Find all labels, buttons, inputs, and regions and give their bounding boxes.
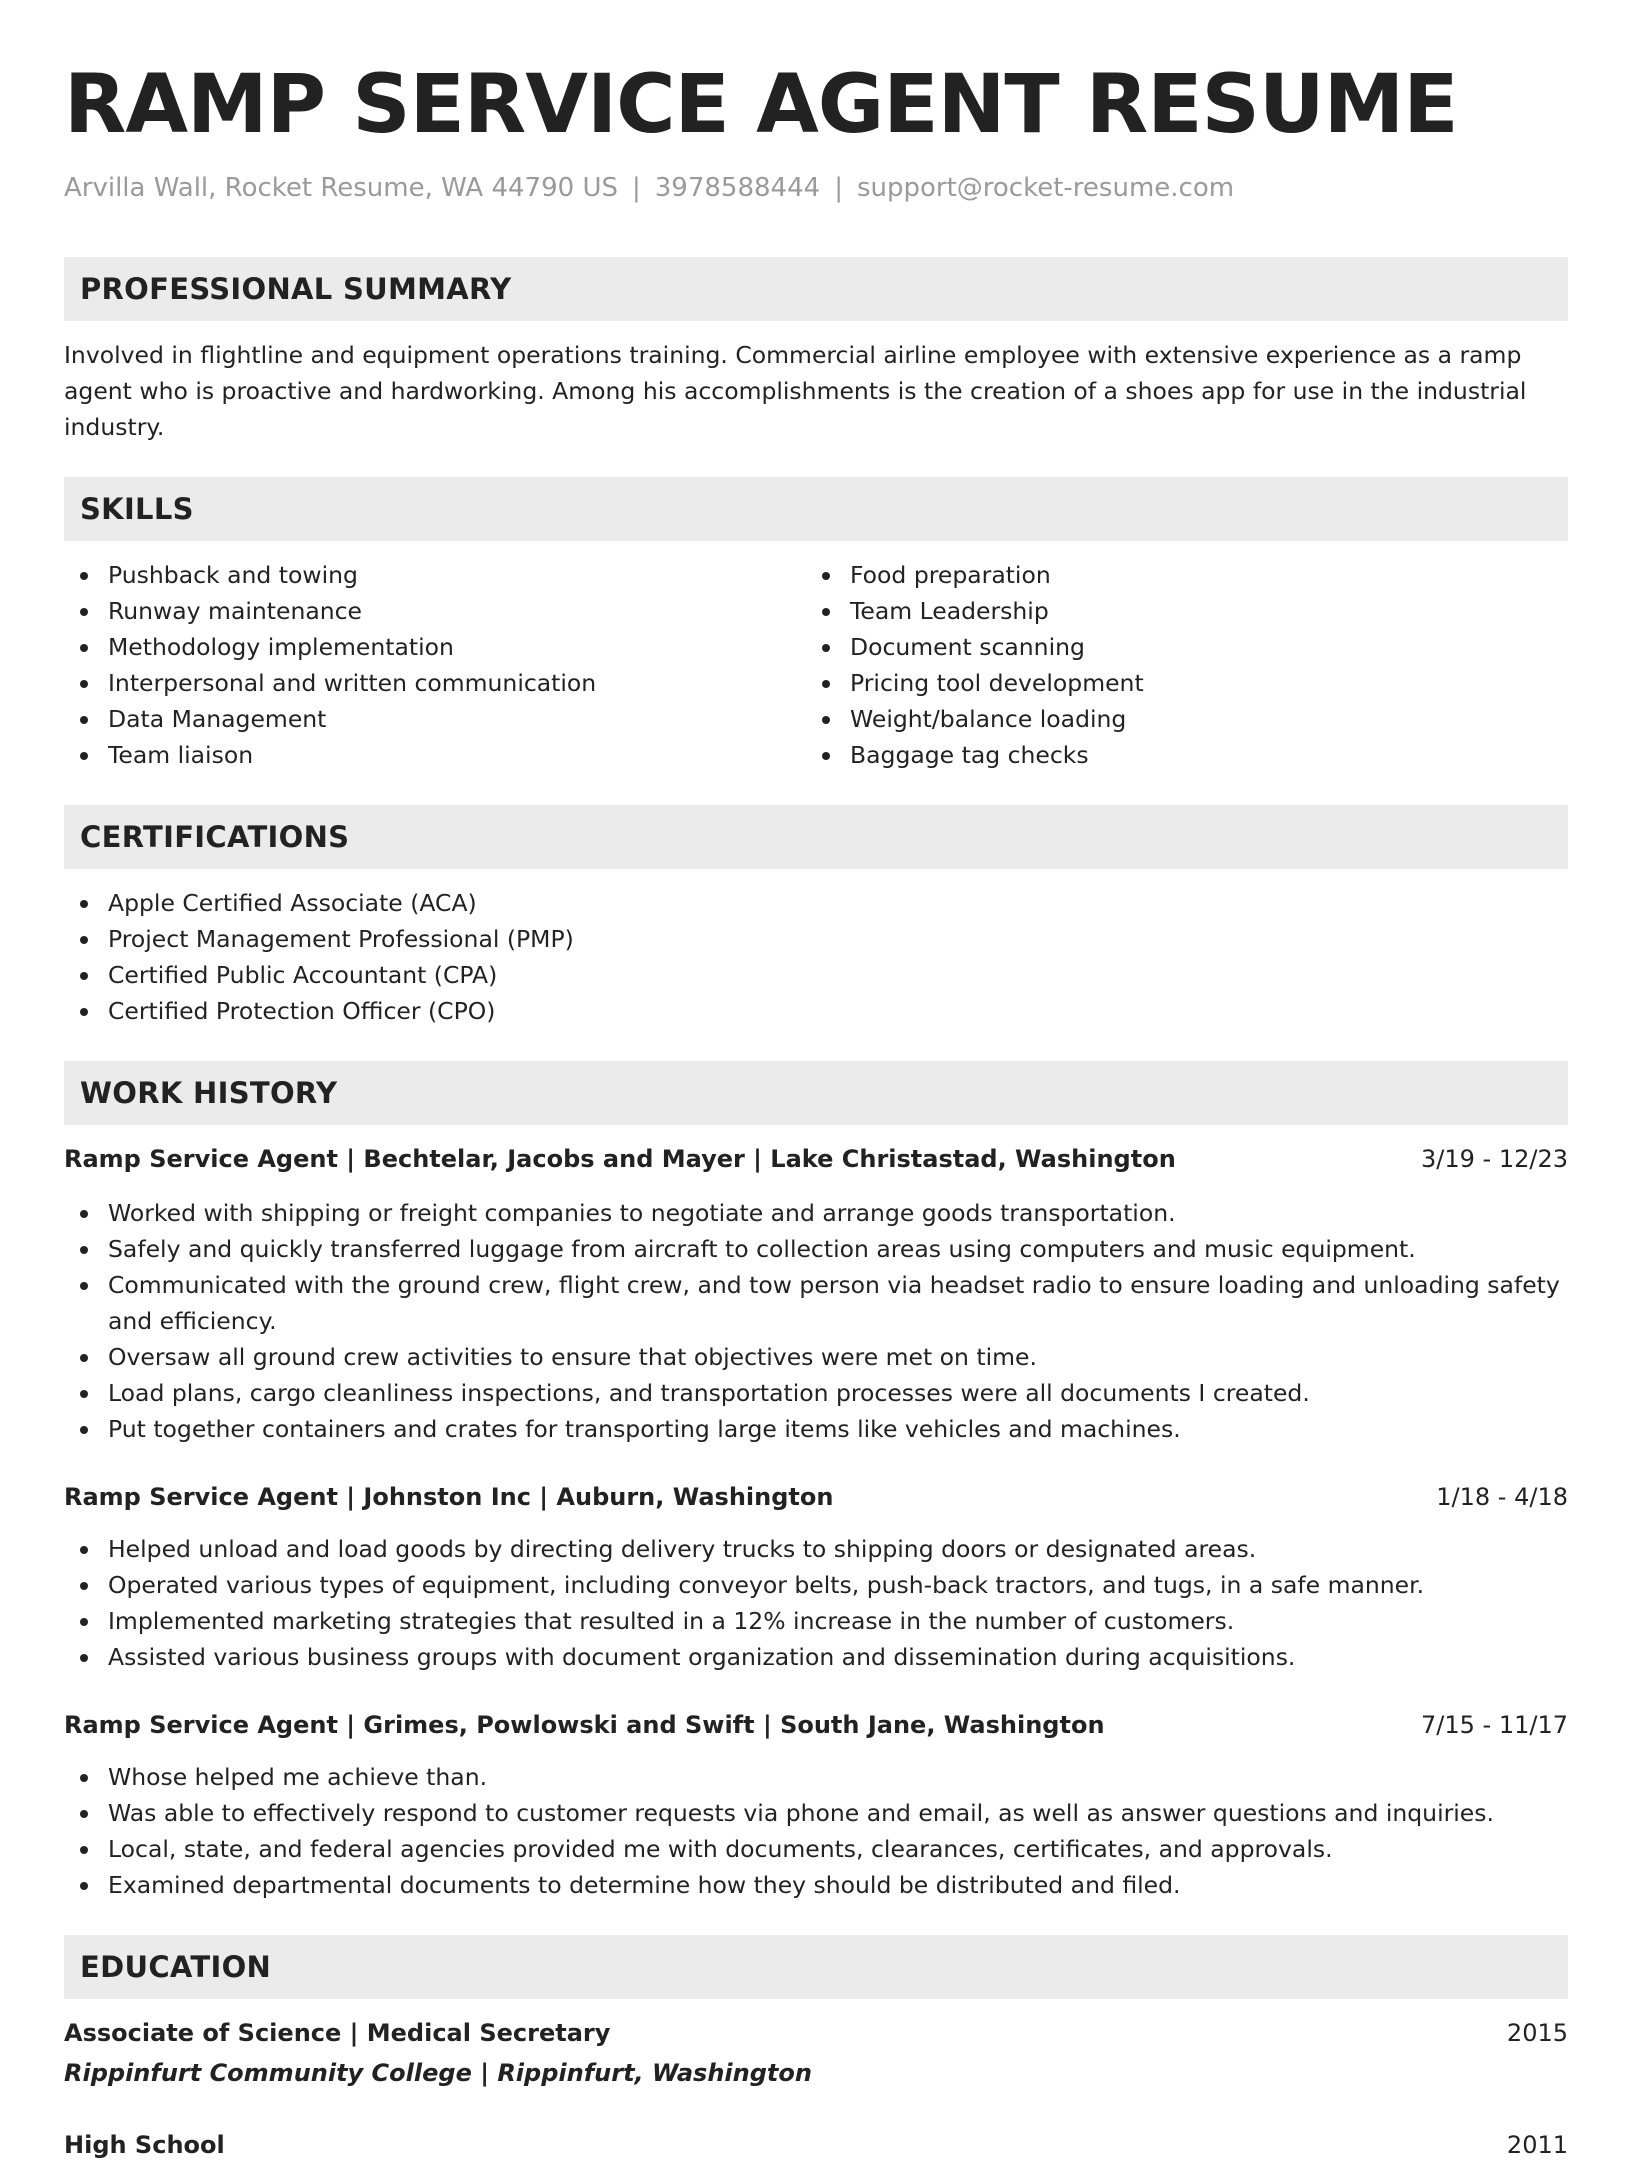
contact-line	[64, 170, 1568, 206]
resume-page	[64, 0, 1568, 2163]
job-bullet: Assisted various business groups with document organization and dissemination during acquisitions.	[64, 1639, 1568, 1675]
job-header	[64, 1707, 1568, 1743]
job-entry	[64, 1479, 1568, 1675]
skill-item: Team liaison	[64, 737, 806, 773]
education-degree: High School	[64, 2131, 225, 2159]
job-bullet: Load plans, cargo cleanliness inspections, and transportation processes were all documents I created.	[64, 1375, 1568, 1411]
job-dates: 7/15 - 11/17	[1421, 1711, 1568, 1739]
skill-item: Team Leadership	[806, 593, 1548, 629]
job-bullet: Communicated with the ground crew, flight crew, and tow person via headset radio to ensure loading and unloading safety and efficiency.	[64, 1267, 1568, 1339]
certification-item: Project Management Professional (PMP)	[64, 921, 1568, 957]
skill-item: Pricing tool development	[806, 665, 1548, 701]
job-bullet: Examined departmental documents to determine how they should be distributed and filed.	[64, 1867, 1568, 1903]
job-header	[64, 1479, 1568, 1515]
job-bullets	[64, 1195, 1568, 1447]
contact-separator: |	[834, 173, 843, 203]
job-bullets	[64, 1759, 1568, 1903]
skills-section	[64, 477, 1568, 773]
job-title: Ramp Service Agent | Grimes, Powlowski and Swift | South Jane, Washington	[64, 1711, 1105, 1739]
education-degree: Associate of Science | Medical Secretary	[64, 2019, 611, 2047]
job-bullet: Put together containers and crates for transporting large items like vehicles and machines.	[64, 1411, 1568, 1447]
certification-item: Certified Protection Officer (CPO)	[64, 993, 1568, 1029]
education-year: 2015	[1506, 2019, 1568, 2047]
education-header	[64, 2127, 1568, 2163]
contact-email: support@rocket-resume.com	[856, 173, 1235, 203]
job-entry	[64, 1141, 1568, 1447]
education-header	[64, 2015, 1568, 2051]
job-header	[64, 1141, 1568, 1177]
skill-item: Data Management	[64, 701, 806, 737]
skills-list-right	[806, 557, 1548, 773]
job-dates: 1/18 - 4/18	[1436, 1483, 1568, 1511]
certification-item: Certified Public Accountant (CPA)	[64, 957, 1568, 993]
skill-item: Document scanning	[806, 629, 1548, 665]
job-bullet: Local, state, and federal agencies provided me with documents, clearances, certificates, and approvals.	[64, 1831, 1568, 1867]
skills-columns	[64, 557, 1568, 773]
contact-phone: 3978588444	[654, 173, 821, 203]
job-bullet: Helped unload and load goods by directing delivery trucks to shipping doors or designated areas.	[64, 1531, 1568, 1567]
certification-item: Apple Certified Associate (ACA)	[64, 885, 1568, 921]
job-bullet: Worked with shipping or freight companies to negotiate and arrange goods transportation.	[64, 1195, 1568, 1231]
summary-heading: PROFESSIONAL SUMMARY	[64, 257, 1568, 321]
job-dates: 3/19 - 12/23	[1421, 1145, 1568, 1173]
summary-text: Involved in flightline and equipment operations training. Commercial airline employee with extensive experience as a ramp agent who is proactive and hardworking. Among his accomplishments is the creation of a shoes app for use in the industrial industry.	[64, 341, 1527, 441]
skill-item: Interpersonal and written communication	[64, 665, 806, 701]
certifications-list	[64, 885, 1568, 1029]
skill-item: Weight/balance loading	[806, 701, 1548, 737]
education-school: Rippinfurt Community College | Rippinfurt, Washington	[64, 2059, 812, 2087]
skill-item: Pushback and towing	[64, 557, 806, 593]
education-entry	[64, 2015, 1568, 2091]
work-history-section	[64, 1061, 1568, 1903]
education-section	[64, 1935, 1568, 2163]
education-year: 2011	[1506, 2131, 1568, 2159]
skills-heading: SKILLS	[64, 477, 1568, 541]
certifications-heading: CERTIFICATIONS	[64, 805, 1568, 869]
skill-item: Runway maintenance	[64, 593, 806, 629]
job-bullet: Whose helped me achieve than.	[64, 1759, 1568, 1795]
job-bullets	[64, 1531, 1568, 1675]
education-heading: EDUCATION	[64, 1935, 1568, 1999]
work-history-heading: WORK HISTORY	[64, 1061, 1568, 1125]
job-title: Ramp Service Agent | Bechtelar, Jacobs and Mayer | Lake Christastad, Washington	[64, 1145, 1176, 1173]
job-bullet: Implemented marketing strategies that resulted in a 12% increase in the number of customers.	[64, 1603, 1568, 1639]
summary-section	[64, 257, 1568, 445]
skill-item: Baggage tag checks	[806, 737, 1548, 773]
job-bullet: Operated various types of equipment, including conveyor belts, push-back tractors, and tugs, in a safe manner.	[64, 1567, 1568, 1603]
job-bullet: Oversaw all ground crew activities to ensure that objectives were met on time.	[64, 1339, 1568, 1375]
skill-item: Food preparation	[806, 557, 1548, 593]
skill-item: Methodology implementation	[64, 629, 806, 665]
education-entry	[64, 2127, 1568, 2163]
job-bullet: Was able to effectively respond to customer requests via phone and email, as well as answer questions and inquiries.	[64, 1795, 1568, 1831]
job-entry	[64, 1707, 1568, 1903]
skills-list-left	[64, 557, 806, 773]
resume-title: RAMP SERVICE AGENT RESUME	[64, 58, 1458, 152]
certifications-section	[64, 805, 1568, 1029]
job-title: Ramp Service Agent | Johnston Inc | Auburn, Washington	[64, 1483, 834, 1511]
contact-separator: |	[632, 173, 641, 203]
contact-address: Arvilla Wall, Rocket Resume, WA 44790 US	[64, 173, 618, 203]
job-bullet: Safely and quickly transferred luggage from aircraft to collection areas using computers and music equipment.	[64, 1231, 1568, 1267]
